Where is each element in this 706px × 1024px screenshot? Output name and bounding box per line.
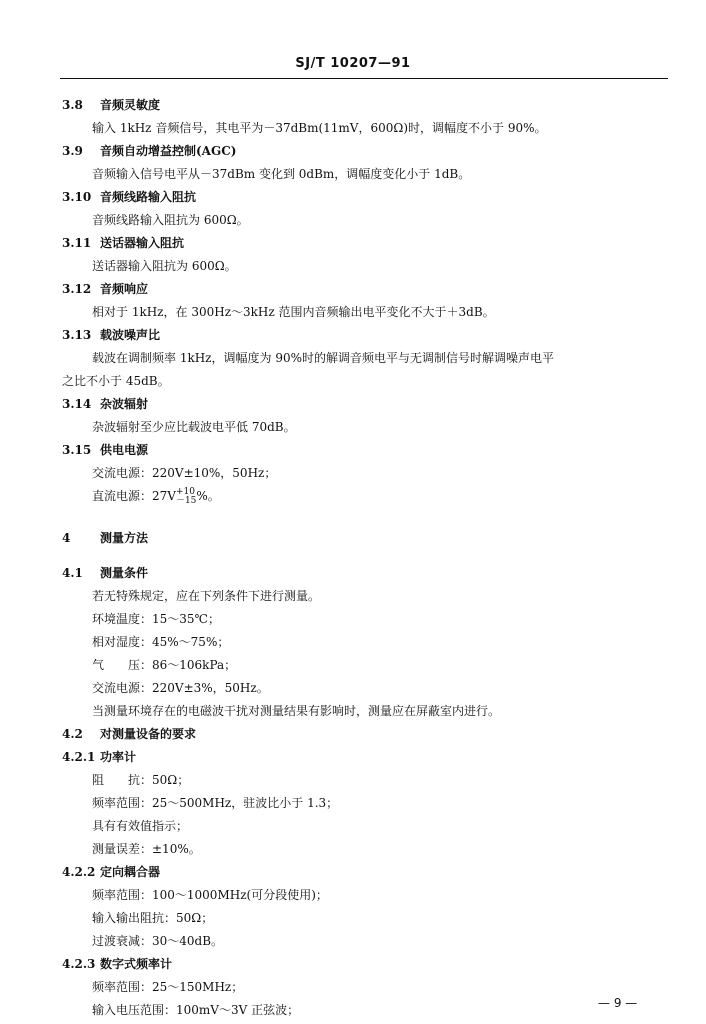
paragraph-line: 测量误差：±10%。 bbox=[92, 842, 201, 856]
paragraph-line: 当测量环境存在的电磁波干扰对测量结果有影响时，测量应在屏蔽室内进行。 bbox=[92, 704, 501, 718]
paragraph-line: 交流电源：220V±10%，50Hz； bbox=[92, 466, 277, 480]
paragraph-line: 阻 抗：50Ω； bbox=[92, 773, 190, 787]
section-heading-3-8: 3.8 音频灵敏度 bbox=[62, 98, 161, 112]
paragraph-line: 音频输入信号电平从－37dBm 变化到 0dBm，调幅度变化小于 1dB。 bbox=[92, 167, 471, 181]
paragraph-line: 相对于 1kHz，在 300Hz～3kHz 范围内音频输出电平变化不大于＋3dB。 bbox=[92, 305, 495, 319]
section-heading-4-2-1: 4.2.1 功率计 bbox=[62, 750, 137, 764]
paragraph-line: 频率范围：25～150MHz； bbox=[92, 980, 244, 994]
paragraph-line: 载波在调制频率 1kHz，调幅度为 90%时的解调音频电平与无调制信号时解调噪声电平 bbox=[92, 351, 554, 365]
section-heading-3-9: 3.9 音频自动增益控制(AGC) bbox=[62, 144, 237, 158]
section-heading-3-10: 3.10 音频线路输入阻抗 bbox=[62, 190, 197, 204]
standard-code-header: SJ/T 10207—91 bbox=[295, 56, 411, 71]
section-heading-3-12: 3.12 音频响应 bbox=[62, 282, 149, 296]
section-heading-4-2-2: 4.2.2 定向耦合器 bbox=[62, 865, 161, 879]
paragraph-line: 环境温度：15～35℃； bbox=[92, 612, 220, 626]
section-heading-4-2-3: 4.2.3 数字式频率计 bbox=[62, 957, 173, 971]
paragraph-line: 过渡衰减：30～40dB。 bbox=[92, 934, 224, 948]
section-heading-4-1: 4.1 测量条件 bbox=[62, 566, 149, 580]
section-heading-3-14: 3.14 杂波辐射 bbox=[62, 397, 149, 411]
document-body bbox=[62, 94, 672, 1022]
section-heading-3-15: 3.15 供电电源 bbox=[62, 443, 149, 457]
page-number: — 9 — bbox=[598, 996, 638, 1010]
paragraph-line: 音频线路输入阻抗为 600Ω。 bbox=[92, 213, 249, 227]
paragraph-line: 气 压：86～106kPa； bbox=[92, 658, 237, 672]
paragraph-line: 交流电源：220V±3%，50Hz。 bbox=[92, 681, 269, 695]
paragraph-line: 之比不小于 45dB。 bbox=[62, 374, 170, 388]
paragraph-line: 输入输出阻抗：50Ω； bbox=[92, 911, 214, 925]
paragraph-line: 输入 1kHz 音频信号，其电平为－37dBm(11mV，600Ω)时，调幅度不小于 90%。 bbox=[92, 121, 547, 135]
paragraph-line: 频率范围：25～500MHz，驻波比小于 1.3； bbox=[92, 796, 339, 810]
paragraph-line: 送话器输入阻抗为 600Ω。 bbox=[92, 259, 237, 273]
section-heading-3-13: 3.13 载波噪声比 bbox=[62, 328, 161, 342]
dc-power-line: 直流电源：27V +10 －15 %。 bbox=[92, 486, 220, 506]
paragraph-line: 频率范围：100～1000MHz(可分段使用)； bbox=[92, 888, 328, 902]
section-heading-3-11: 3.11 送话器输入阻抗 bbox=[62, 236, 185, 250]
chapter-heading-4: 4 测量方法 bbox=[62, 531, 149, 545]
paragraph-line: 若无特殊规定，应在下列条件下进行测量。 bbox=[92, 589, 321, 603]
tolerance-stack: +10 －15 bbox=[175, 486, 197, 506]
paragraph-line: 输入电压范围：100mV～3V 正弦波； bbox=[92, 1003, 300, 1017]
section-heading-4-2: 4.2 对测量设备的要求 bbox=[62, 727, 197, 741]
paragraph-line: 相对湿度：45%～75%； bbox=[92, 635, 230, 649]
paragraph-line: 杂波辐射至少应比载波电平低 70dB。 bbox=[92, 420, 296, 434]
header-rule bbox=[60, 78, 668, 79]
paragraph-line: 具有有效值指示； bbox=[92, 819, 189, 833]
